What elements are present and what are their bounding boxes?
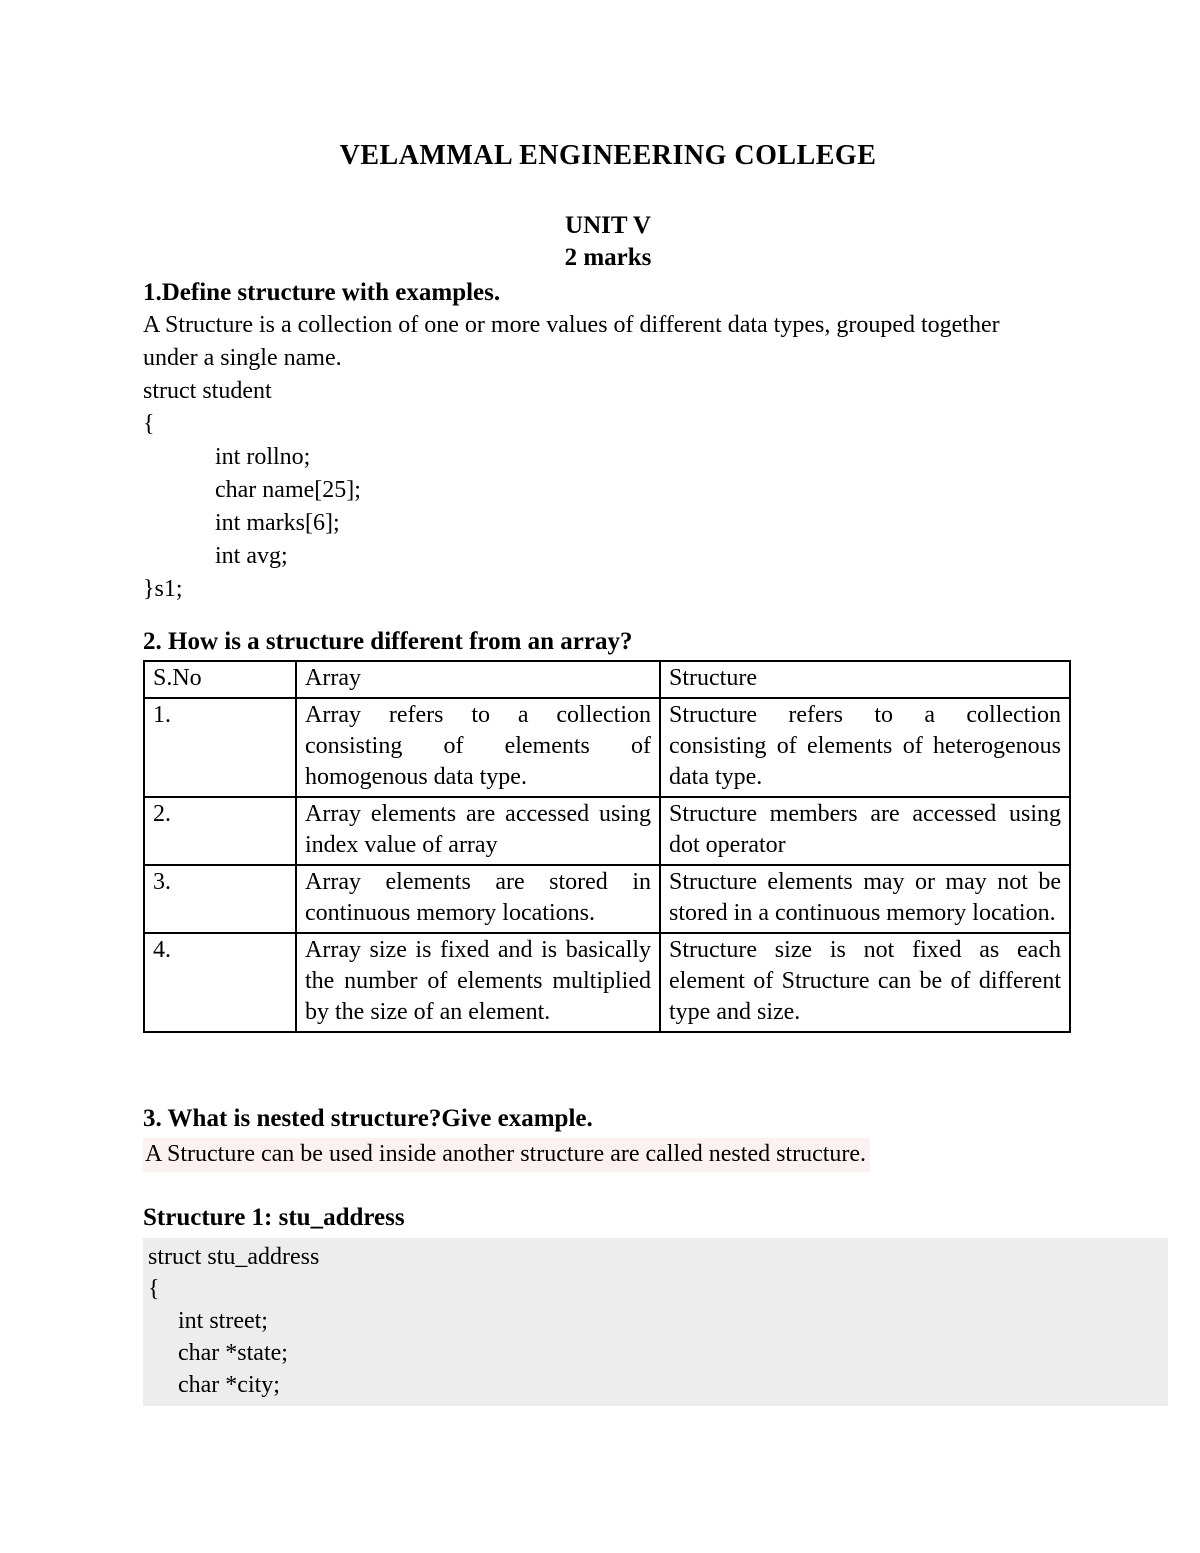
structure-cell: Structure members are accessed using dot operator: [660, 797, 1070, 865]
array-cell: Array elements are accessed using index value of array: [296, 797, 660, 865]
code-line: char *city;: [178, 1372, 280, 1398]
table-row: [144, 797, 1070, 865]
question-3-heading: 3. What is nested structure?Give example.: [143, 1105, 593, 1132]
array-cell: Array refers to a collection consisting of elements of homogenous data type.: [296, 698, 660, 797]
table-header-row: [144, 661, 1070, 698]
code-line: struct stu_address: [148, 1244, 320, 1270]
table-row: [144, 865, 1070, 933]
code-line: int avg;: [215, 543, 288, 569]
structure-cell: Structure size is not fixed as each element of Structure can be of different type and size.: [660, 933, 1070, 1032]
question-3-code-block: [143, 1238, 1168, 1406]
array-cell: Array size is fixed and is basically the number of elements multiplied by the size of an element.: [296, 933, 660, 1032]
array-cell: Array elements are stored in continuous memory locations.: [296, 865, 660, 933]
structure-cell: Structure refers to a collection consisting of elements of heterogenous data type.: [660, 698, 1070, 797]
highlighted-answer-text: A Structure can be used inside another structure are called nested structure.: [143, 1138, 870, 1172]
unit-title: UNIT V: [565, 212, 651, 239]
question-1-code-block: [143, 375, 1200, 606]
structure-cell: Structure elements may or may not be stored in a continuous memory location.: [660, 865, 1070, 933]
structure-1-subheading: Structure 1: stu_address: [143, 1204, 405, 1231]
sno-cell: 4.: [144, 933, 296, 1032]
question-1-heading: 1.Define structure with examples.: [143, 279, 501, 306]
code-line: {: [148, 1276, 160, 1302]
code-line: int street;: [178, 1308, 268, 1334]
sno-cell: 2.: [144, 797, 296, 865]
code-line: char *state;: [178, 1340, 288, 1366]
question-3-answer: [143, 1138, 1200, 1171]
header-cell-sno: S.No: [144, 661, 296, 698]
code-line: struct student: [143, 378, 272, 404]
table-row: [144, 933, 1070, 1032]
code-line: int rollno;: [215, 444, 311, 470]
sno-cell: 1.: [144, 698, 296, 797]
header-cell-array: Array: [296, 661, 660, 698]
array-structure-comparison-table: [143, 660, 1071, 1033]
code-line: char name[25];: [215, 477, 361, 503]
document-header: [143, 140, 1073, 274]
code-line: int marks[6];: [215, 510, 340, 536]
header-cell-structure: Structure: [660, 661, 1070, 698]
table-row: [144, 698, 1070, 797]
question-2-heading: 2. How is a structure different from an array?: [143, 628, 633, 655]
question-1-answer: A Structure is a collection of one or more values of different data types, grouped together under a single name.: [143, 312, 1000, 371]
marks-subtitle: 2 marks: [564, 244, 652, 271]
code-line: {: [143, 411, 155, 437]
sno-cell: 3.: [144, 865, 296, 933]
code-line: }s1;: [143, 576, 183, 602]
college-title: VELAMMAL ENGINEERING COLLEGE: [339, 140, 877, 171]
